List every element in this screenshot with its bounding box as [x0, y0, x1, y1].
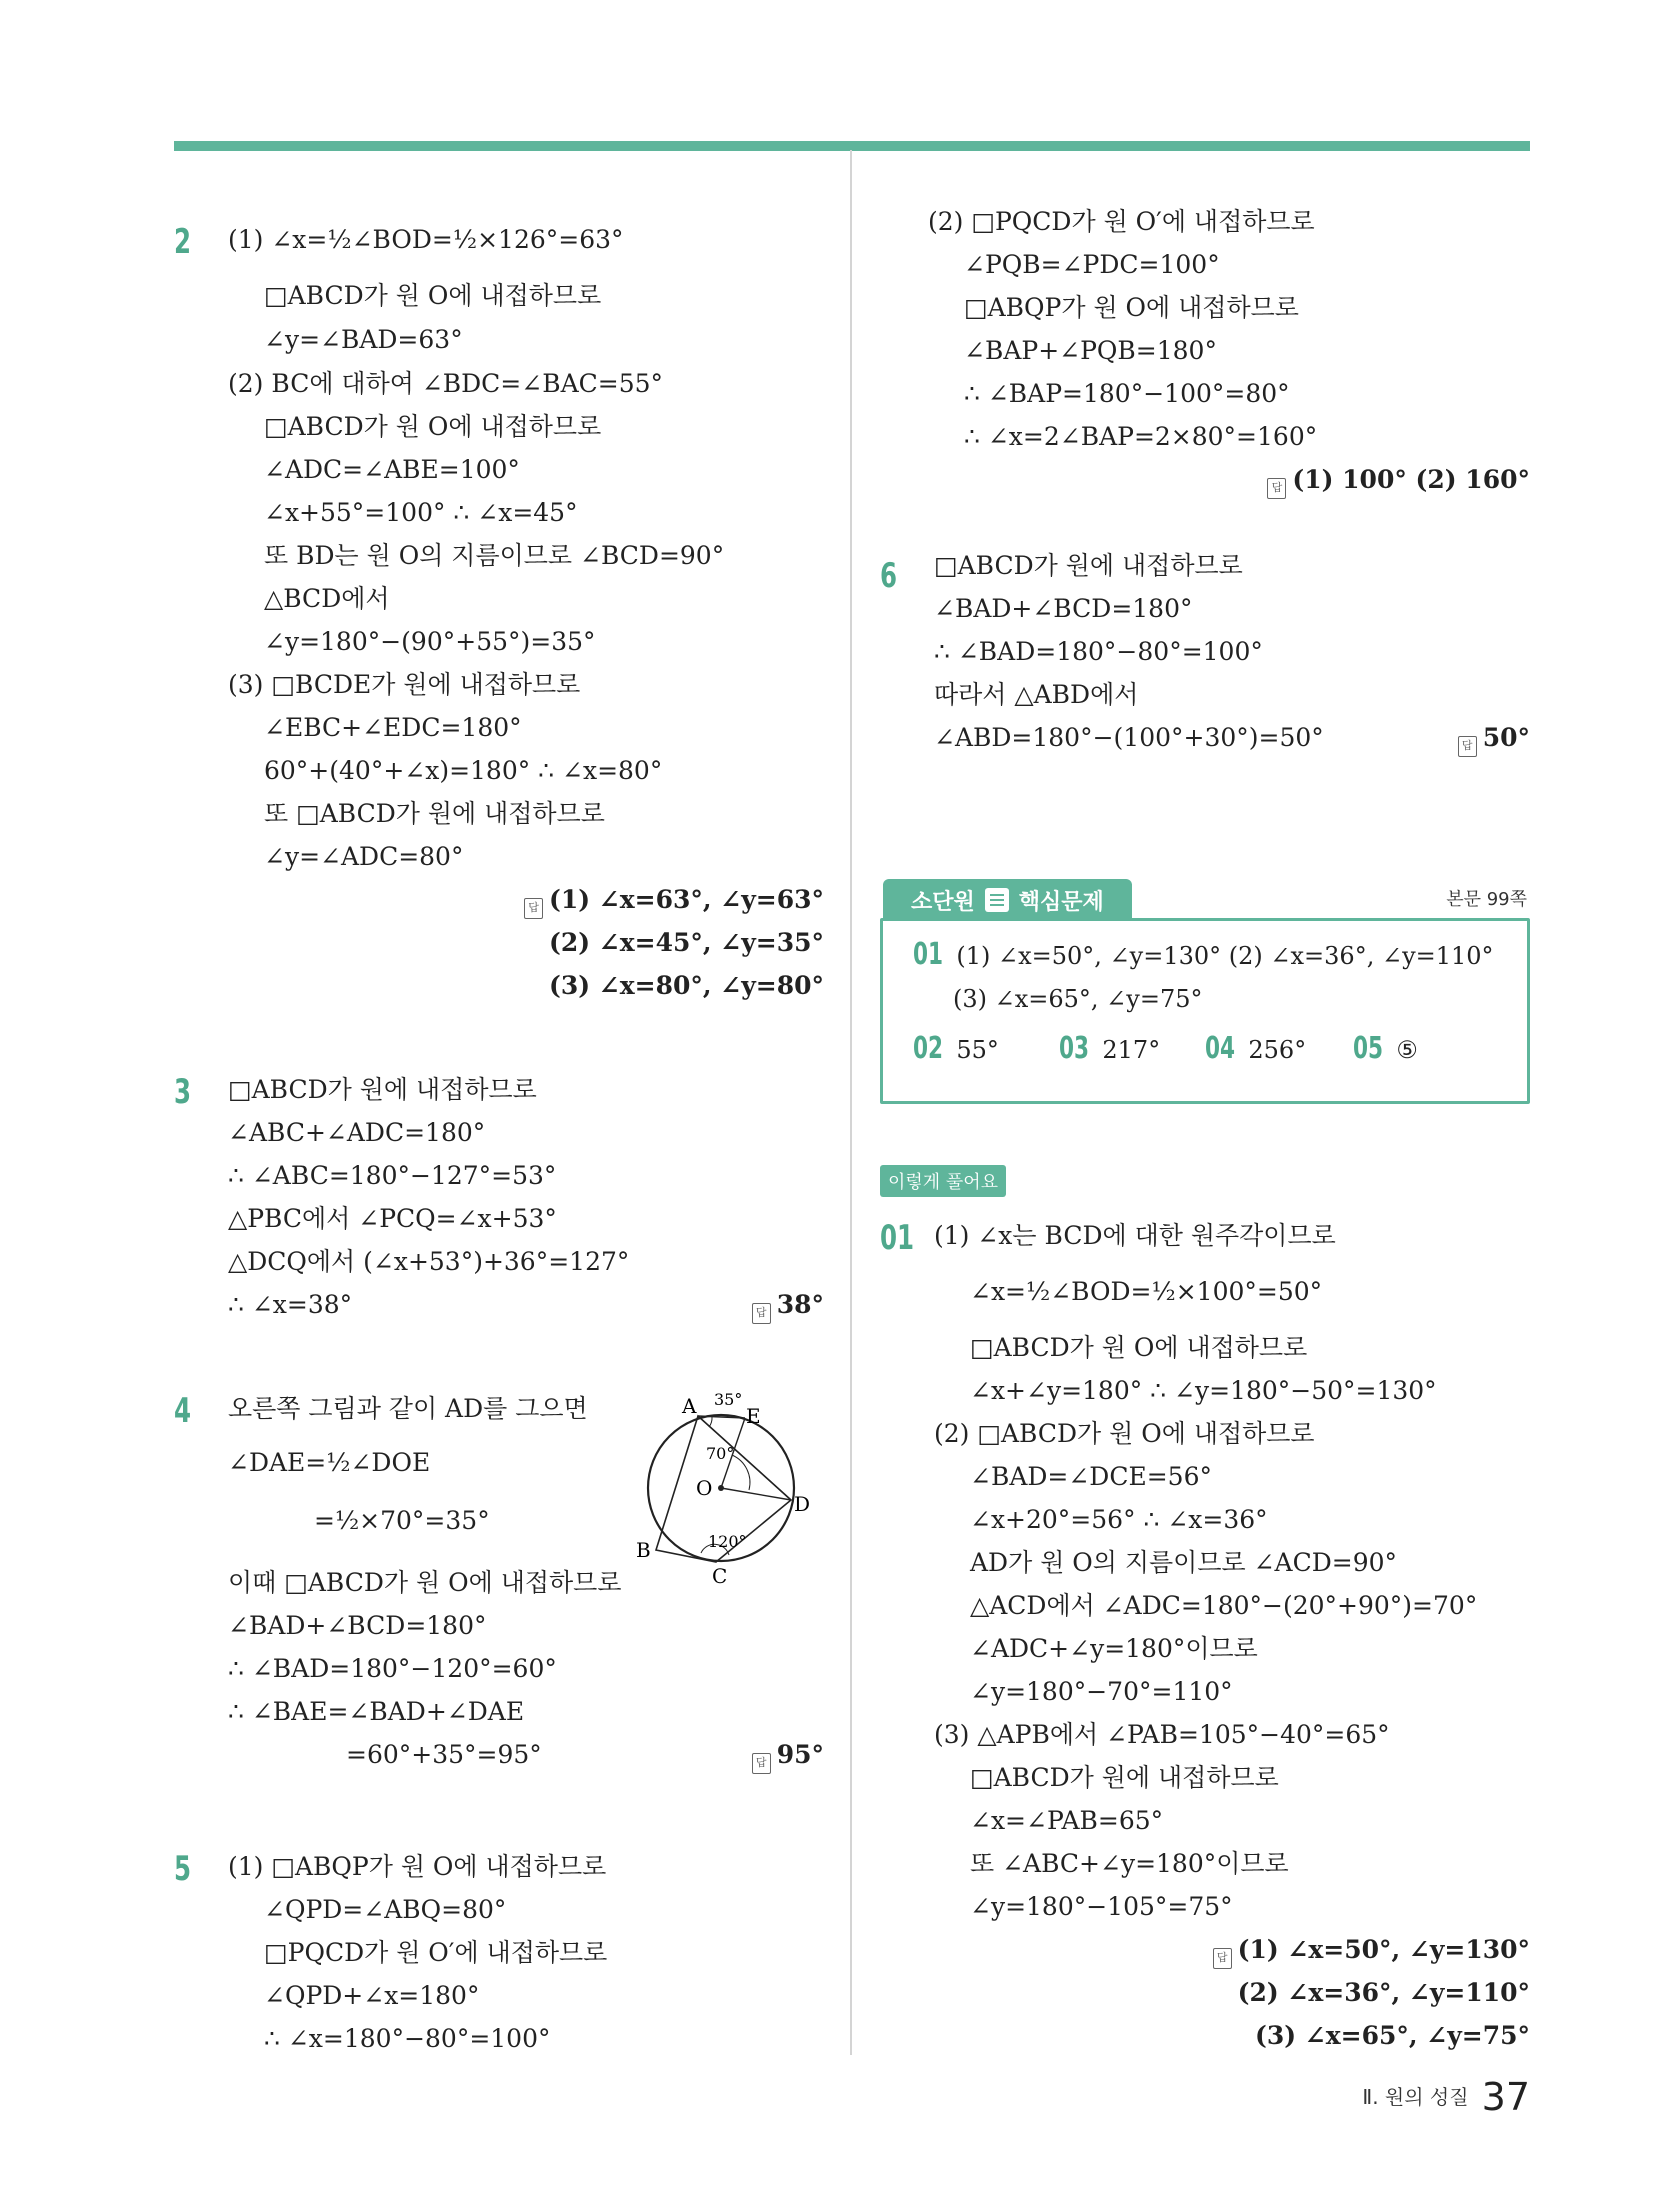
solution-line: □ABCD가 원에 내접하므로: [228, 1075, 537, 1104]
solution-line: ∠y=180°−70°=110°: [970, 1677, 1233, 1706]
answer-icon: 답: [752, 1753, 771, 1774]
solution-badge: 이렇게 풀어요: [880, 1165, 1006, 1197]
solution-line: (2) □PQCD가 원 O′에 내접하므로: [928, 207, 1315, 236]
solution-line: 이때 □ABCD가 원 O에 내접하므로: [228, 1568, 622, 1597]
solution-line: ∠BAD+∠BCD=180°: [934, 594, 1193, 623]
solution-line: □ABCD가 원 O에 내접하므로: [264, 412, 602, 441]
solution-line: ∠ABC+∠ADC=180°: [228, 1118, 486, 1147]
solution-line: □ABQP가 원 O에 내접하므로: [964, 293, 1299, 322]
answer-icon: 답: [1213, 1948, 1232, 1969]
answer: 답 (1) ∠x=50°, ∠y=130°: [1213, 1934, 1530, 1969]
page-number: 37: [1481, 2075, 1530, 2119]
problem-number: 6: [880, 556, 898, 596]
label-e: E: [746, 1404, 761, 1428]
solution-line: (2) □ABCD가 원 O에 내접하므로: [934, 1419, 1315, 1448]
circle-diagram: [636, 1385, 826, 1585]
answer: (3) ∠x=80°, ∠y=80°: [549, 971, 824, 1000]
solution-line: 또 ∠ABC+∠y=180°이므로: [970, 1849, 1289, 1878]
label-d: D: [794, 1492, 811, 1516]
solution-line: ∠BAD+∠BCD=180°: [228, 1611, 487, 1640]
solution-line: ∠EBC+∠EDC=180°: [264, 713, 522, 742]
answer-icon: 답: [752, 1303, 771, 1324]
angle-arc-35: [709, 1417, 712, 1427]
solution-number: 01: [880, 1218, 915, 1258]
top-rule: [174, 141, 1530, 151]
solution-line: □ABCD가 원 O에 내접하므로: [264, 281, 602, 310]
solution-line: ∠y=∠ADC=80°: [264, 842, 464, 871]
solution-line: △DCQ에서 (∠x+53°)+36°=127°: [228, 1247, 630, 1276]
solution-line: ∴ ∠BAP=180°−100°=80°: [964, 379, 1290, 408]
tab-prefix: 소단원: [911, 889, 975, 915]
column-divider: [850, 150, 852, 2055]
core-item-02: 02 55°: [913, 1031, 999, 1066]
answer: 답 38°: [752, 1289, 824, 1324]
solution-line: □ABCD가 원에 내접하므로: [934, 551, 1243, 580]
solution-line: ∠y=180°−105°=75°: [970, 1892, 1233, 1921]
tab-title: 핵심문제: [1018, 889, 1104, 915]
label-70: 70°: [706, 1444, 735, 1463]
solution-line: (1) ∠x=½∠BOD=½×126°=63°: [228, 225, 624, 254]
solution-line: 오른쪽 그림과 같이 AD를 그으면: [228, 1394, 588, 1423]
answer: (3) ∠x=65°, ∠y=75°: [1255, 2021, 1530, 2050]
answer: 답 95°: [752, 1739, 824, 1774]
solution-line: ∠BAD=∠DCE=56°: [970, 1462, 1212, 1491]
problem-number: 2: [174, 222, 192, 262]
solution-line: □ABCD가 원에 내접하므로: [970, 1763, 1279, 1792]
solution-line: =½×70°=35°: [314, 1506, 490, 1535]
label-c: C: [712, 1564, 728, 1585]
solution-line: (3) □BCDE가 원에 내접하므로: [228, 670, 581, 699]
page-footer: [1362, 2075, 1530, 2119]
core-item-04: 04 256°: [1205, 1031, 1307, 1066]
solution-line: ∠y=∠BAD=63°: [264, 325, 463, 354]
solution-line: 또 □ABCD가 원에 내접하므로: [264, 799, 605, 828]
core-problems-box: [880, 889, 1530, 1104]
answer: (2) ∠x=36°, ∠y=110°: [1237, 1978, 1530, 2007]
core-item-01: 01 (1) ∠x=50°, ∠y=130° (2) ∠x=36°, ∠y=110°: [913, 937, 1494, 972]
solution-line: (3) △APB에서 ∠PAB=105°−40°=65°: [934, 1720, 1390, 1749]
solution-line: ∴ ∠x=180°−80°=100°: [264, 2024, 551, 2053]
page-reference: 본문 99쪽: [1446, 889, 1527, 910]
solution-line: =60°+35°=95°: [346, 1740, 542, 1769]
solution-line: ∠x+∠y=180° ∴ ∠y=180°−50°=130°: [970, 1376, 1437, 1405]
answer: 답 50°: [1458, 722, 1530, 757]
answer-icon: 답: [1267, 478, 1286, 499]
solution-line: ∴ ∠BAD=180°−120°=60°: [228, 1654, 557, 1683]
label-a: A: [682, 1394, 697, 1418]
solution-line: 따라서 △ABD에서: [934, 680, 1139, 709]
answer: 답 (1) ∠x=63°, ∠y=63°: [524, 884, 824, 919]
core-item-01-3: (3) ∠x=65°, ∠y=75°: [953, 985, 1203, 1013]
section-title: Ⅱ. 원의 성질: [1362, 2085, 1469, 2109]
solution-line: ∠ADC=∠ABE=100°: [264, 455, 520, 484]
label-o: O: [696, 1476, 713, 1500]
solution-line: △PBC에서 ∠PCQ=∠x+53°: [228, 1204, 557, 1233]
solution-line: 60°+(40°+∠x)=180° ∴ ∠x=80°: [264, 756, 663, 785]
solution-line: ∠ABD=180°−(100°+30°)=50°: [934, 723, 1324, 752]
notebook-icon: [985, 888, 1009, 912]
label-120: 120°: [708, 1532, 747, 1551]
solution-line: ∠x=∠PAB=65°: [970, 1806, 1164, 1835]
solution-line: ∠QPD=∠ABQ=80°: [264, 1895, 507, 1924]
solution-line: (2) BC에 대하여 ∠BDC=∠BAC=55°: [228, 369, 664, 398]
label-b: B: [636, 1538, 651, 1562]
solution-line: ∴ ∠ABC=180°−127°=53°: [228, 1161, 557, 1190]
solution-line: △ACD에서 ∠ADC=180°−(20°+90°)=70°: [970, 1591, 1478, 1620]
solution-line: ∠PQB=∠PDC=100°: [964, 250, 1220, 279]
core-problems-tab: [883, 879, 1132, 921]
core-item-05: 05 ⑤: [1353, 1031, 1418, 1066]
solution-line: ∠ADC+∠y=180°이므로: [970, 1634, 1258, 1663]
solution-line: ∠BAP+∠PQB=180°: [964, 336, 1217, 365]
solution-line: ∠y=180°−(90°+55°)=35°: [264, 627, 596, 656]
solution-line: ∴ ∠x=38°: [228, 1290, 353, 1319]
problem-number: 4: [174, 1391, 192, 1431]
solution-line: ∠x+55°=100° ∴ ∠x=45°: [264, 498, 578, 527]
solution-line: □ABCD가 원 O에 내접하므로: [970, 1333, 1308, 1362]
solution-line: (1) ∠x는 BCD에 대한 원주각이므로: [934, 1221, 1336, 1250]
solution-line: ∴ ∠BAE=∠BAD+∠DAE: [228, 1697, 525, 1726]
solution-line: ∠x=½∠BOD=½×100°=50°: [970, 1277, 1323, 1306]
solution-line: ∠DAE=½∠DOE: [228, 1448, 431, 1477]
solution-line: □PQCD가 원 O′에 내접하므로: [264, 1938, 608, 1967]
solution-line: ∴ ∠BAD=180°−80°=100°: [934, 637, 1263, 666]
solution-line: AD가 원 O의 지름이므로 ∠ACD=90°: [970, 1548, 1398, 1577]
answer-icon: 답: [1458, 736, 1477, 757]
problem-number: 3: [174, 1072, 192, 1112]
solution-line: ∴ ∠x=2∠BAP=2×80°=160°: [964, 422, 1318, 451]
label-35: 35°: [714, 1390, 743, 1409]
solution-line: ∠QPD+∠x=180°: [264, 1981, 480, 2010]
solution-line: ∠x+20°=56° ∴ ∠x=36°: [970, 1505, 1268, 1534]
core-item-03: 03 217°: [1059, 1031, 1161, 1066]
solution-line: (1) □ABQP가 원 O에 내접하므로: [228, 1852, 607, 1881]
answer-icon: 답: [524, 898, 543, 919]
solution-line: △BCD에서: [264, 584, 390, 613]
solution-line: 또 BD는 원 O의 지름이므로 ∠BCD=90°: [264, 541, 725, 570]
answer: 답 (1) 100° (2) 160°: [1267, 464, 1530, 499]
center-point: [718, 1485, 724, 1491]
answer: (2) ∠x=45°, ∠y=35°: [549, 928, 824, 957]
problem-number: 5: [174, 1849, 192, 1889]
